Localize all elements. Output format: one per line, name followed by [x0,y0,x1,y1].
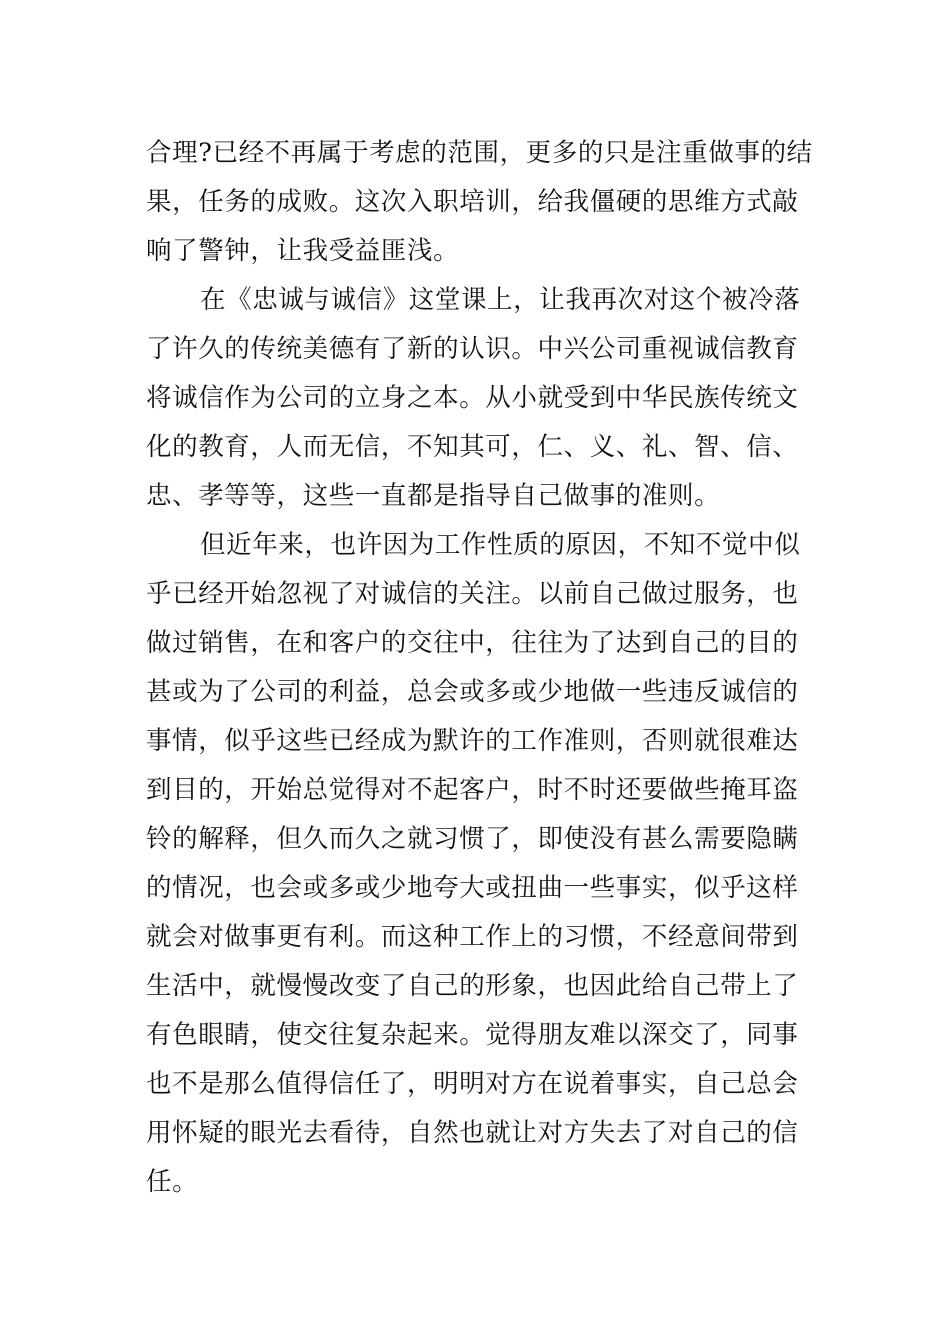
text-line: 到目的，开始总觉得对不起客户，时不时还要做些掩耳盗 [146,775,799,805]
paragraph-1 [146,129,813,276]
paragraph-2 [146,276,806,521]
text-line: 也不是那么值得信任了，明明对方在说着事实，自己总会 [146,1069,799,1099]
text-line: 生活中，就慢慢改变了自己的形象，也因此给自己带上了 [146,971,799,1001]
paragraph-3 [146,521,806,1207]
text-line: 甚或为了公司的利益，总会或多或少地做一些违反诚信的 [146,677,799,707]
text-line: 乎已经开始忽视了对诚信的关注。以前自己做过服务，也 [146,579,799,609]
text-line: 将诚信作为公司的立身之本。从小就受到中华民族传统文 [146,383,799,413]
text-line: 响了警钟，让我受益匪浅。 [146,236,460,266]
text-line: 合理?已经不再属于考虑的范围，更多的只是注重做事的结 [146,138,813,168]
text-line: 做过销售，在和客户的交往中，往往为了达到自己的目的 [146,628,799,658]
text-line: 但近年来，也许因为工作性质的原因，不知不觉中似 [200,530,801,560]
text-line: 了许久的传统美德有了新的认识。中兴公司重视诚信教育 [146,334,799,364]
text-line: 化的教育，人而无信，不知其可，仁、义、礼、智、信、 [146,432,799,462]
text-line: 事情，似乎这些已经成为默许的工作准则，否则就很难达 [146,726,799,756]
document-body [146,129,813,1207]
text-line: 果，任务的成败。这次入职培训，给我僵硬的思维方式敲 [146,187,799,217]
text-line: 铃的解释，但久而久之就习惯了，即使没有甚么需要隐瞒 [146,824,799,854]
text-line: 的情况，也会或多或少地夸大或扭曲一些事实，似乎这样 [146,873,799,903]
text-line: 就会对做事更有利。而这种工作上的习惯，不经意间带到 [146,922,799,952]
text-line: 忠、孝等等，这些一直都是指导自己做事的准则。 [146,481,721,511]
text-line: 用怀疑的眼光去看待，自然也就让对方失去了对自己的信 [146,1118,799,1148]
text-line: 任。 [146,1167,199,1197]
text-line: 有色眼睛，使交往复杂起来。觉得朋友难以深交了，同事 [146,1020,799,1050]
text-line: 在《忠诚与诚信》这堂课上，让我再次对这个被冷落 [200,285,801,315]
